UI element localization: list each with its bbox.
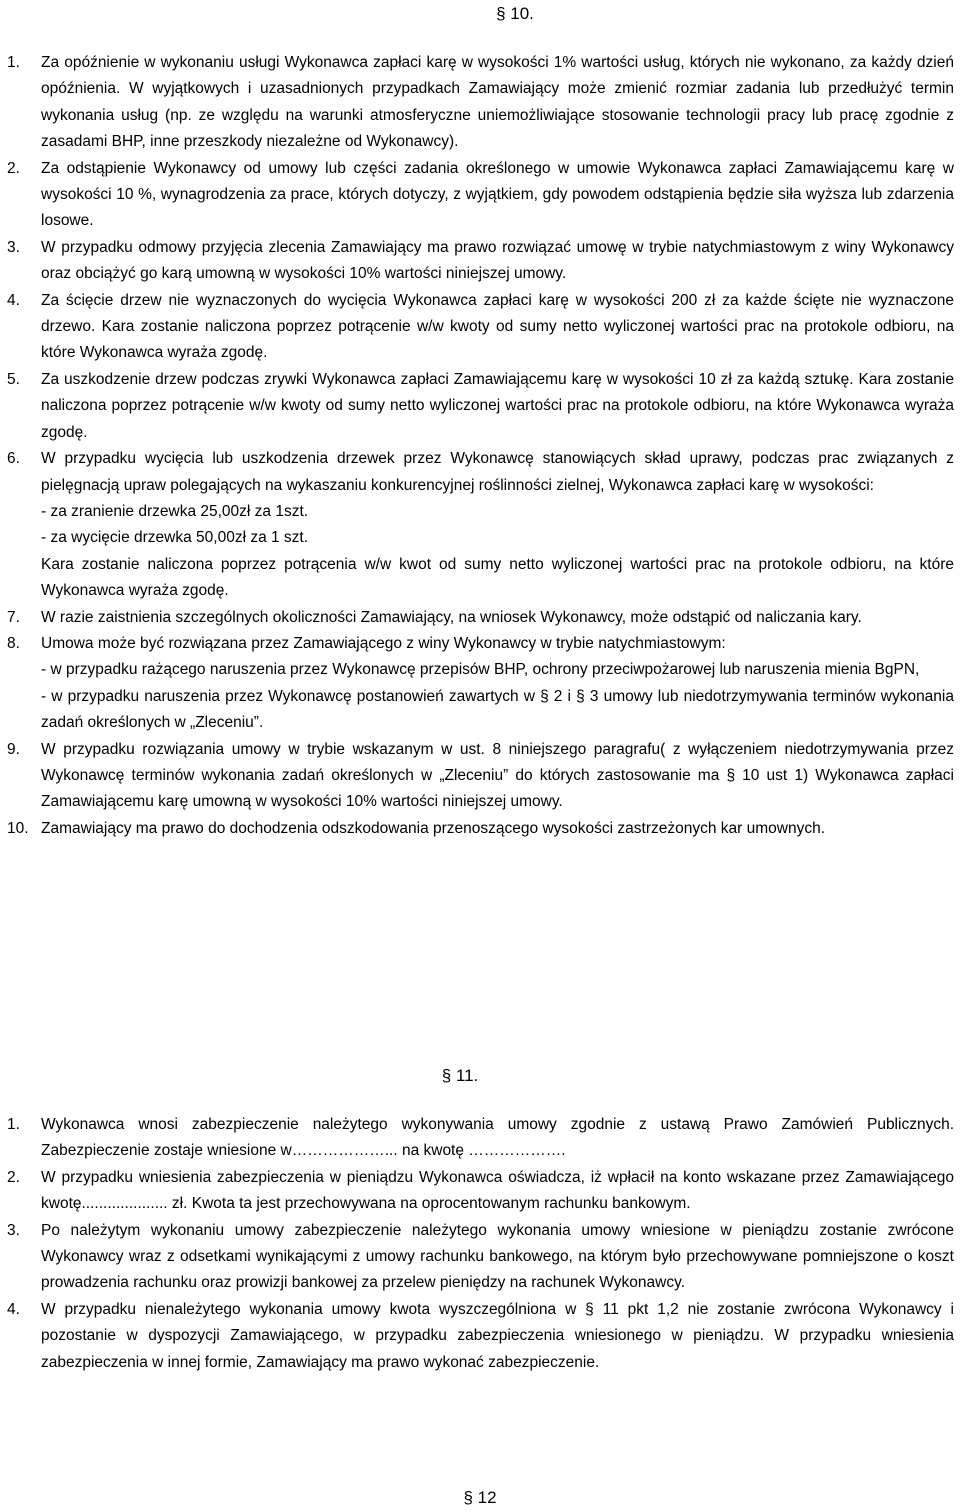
section-11-heading-text: § 11. [441,1066,479,1085]
list-item [0,737,960,816]
section-10-list [0,50,960,842]
sub-line: - za wycięcie drzewka 50,00zł za 1 szt. [41,529,309,547]
item-number: 3. [7,238,20,256]
list-item [0,1112,960,1165]
page-number: § 12 [463,1488,497,1507]
item-text: W przypadku wniesienia zabezpieczenia w pieniądzu Wykonawca oświadcza, iż wpłacił na konto wskazane przez Zamawiającego kwotę.................... zł. Kwota ta jest przechowywana na oprocentowanym rachunku bankowym. [41,1168,954,1213]
list-item [0,446,960,604]
item-number: 5. [7,370,20,388]
item-number: 2. [7,1168,20,1186]
item-text-after: Kara zostanie naliczona poprzez potrącenia w/w kwot od sumy netto wyliczonej wartości prac na protokole odbioru, na które Wykonawca wyraża zgodę. [41,555,954,600]
list-item [0,156,960,235]
list-item [0,288,960,367]
item-text: Wykonawca wnosi zabezpieczenie należytego wykonywania umowy zgodnie z ustawą Prawo Zamówień Publicznych. Zabezpieczenie zostaje wniesione w………………... na kwotę ………………. [41,1116,954,1160]
list-item [0,1165,960,1218]
item-number: 1. [7,1116,20,1133]
item-text: W przypadku wycięcia lub uszkodzenia drzewek przez Wykonawcę stanowiących skład uprawy, podczas prac związanych z pielęgnacją upraw polegających na wykaszaniu konkurencyjnej roślinności zielnej, Wykonawca zapłaci karę w wysokości: [41,450,954,494]
item-number: 6. [7,450,20,468]
item-text: Za odstąpienie Wykonawcy od umowy lub części zadania określonego w umowie Wykonawca zapłaci Zamawiającemu karę w wysokości 10 %, wynagrodzenia za prace, których dotyczy, z wyjątkiem, gdy powodem odstąpienia będzie siła wyższa lub zdarzenia losowe. [41,159,954,230]
item-number: 10. [7,819,29,837]
item-text: W razie zaistnienia szczególnych okoliczności Zamawiający, na wniosek Wykonawcy, może odstąpić od naliczania kary. [41,608,862,626]
section-11-heading [0,1066,960,1086]
item-number: 7. [7,608,20,626]
list-item [0,50,960,156]
list-item [0,235,960,288]
sub-line: - za zranienie drzewka 25,00zł za 1szt. [41,502,309,520]
sub-line: - w przypadku rażącego naruszenia przez Wykonawcę przepisów BHP, ochrony przeciwpożarowej lub naruszenia mienia BgPN, [41,661,920,679]
list-item [0,367,960,446]
item-number: 1. [7,54,20,71]
list-item [0,1218,960,1297]
section-11-list [0,1112,960,1376]
list-item [0,605,960,631]
item-text: Po należytym wykonaniu umowy zabezpieczenie należytego wykonania umowy wniesione w pieniądzu zostanie zwrócone Wykonawcy wraz z odsetkami wynikającymi z umowy rachunku bankowego, na którym było przechowywane pomniejszone o koszt prowadzenia rachunku oraz prowizji bankowej za przelew pieniędzy na rachunek Wykonawcy. [41,1221,954,1292]
item-text: W przypadku nienależytego wykonania umowy kwota wyszczególniona w § 11 pkt 1,2 nie zostanie zwrócona Wykonawcy i pozostanie w dyspozycji Zamawiającego, w przypadku zabezpieczenia wniesionego w pieniądzu. W przypadku wniesienia zabezpieczenia w innej formie, Zamawiający ma prawo wykonać zabezpieczenie. [41,1300,954,1371]
section-10-heading-text: § 10. [496,4,534,23]
item-number: 2. [7,159,20,177]
item-number: 3. [7,1221,20,1239]
item-text: Umowa może być rozwiązana przez Zamawiającego z winy Wykonawcy w trybie natychmiastowym: [41,634,726,652]
item-text: Za opóźnienie w wykonaniu usługi Wykonawca zapłaci karę w wysokości 1% wartości usług, których nie wykonano, za każdy dzień opóźnienia. W wyjątkowych i uzasadnionych przypadkach Zamawiający może zmienić rozmiar zadania lub przedłużyć termin wykonania usług (np. ze względu na warunki atmosferyczne uniemożliwiające stosowanie technologii pracy lub pracę zgodnie z zasadami BHP, inne przeszkody niezależne od Wykonawcy). [41,54,954,151]
item-number: 8. [7,634,20,652]
item-text: W przypadku rozwiązania umowy w trybie wskazanym w ust. 8 niniejszego paragrafu( z wyłączeniem niedotrzymywania przez Wykonawcę terminów wykonania zadań określonych w „Zleceniu” do których zastosowanie ma § 10 ust 1) Wykonawca zapłaci Zamawiającemu karę umowną w wysokości 10% wartości niniejszej umowy. [41,740,954,811]
item-text: Zamawiający ma prawo do dochodzenia odszkodowania przenoszącego wysokości zastrzeżonych kar umownych. [41,819,825,837]
item-text: W przypadku odmowy przyjęcia zlecenia Zamawiający ma prawo rozwiązać umowę w trybie natychmiastowym z winy Wykonawcy oraz obciążyć go karą umowną w wysokości 10% wartości niniejszej umowy. [41,238,954,283]
item-number: 9. [7,740,20,758]
item-number: 4. [7,291,20,309]
item-text: Za ścięcie drzew nie wyznaczonych do wycięcia Wykonawca zapłaci karę w wysokości 200 zł za każde ścięte nie wyznaczone drzewo. Kara zostanie naliczona poprzez potrącenie w/w kwoty od sumy netto wyliczonej wartości prac na protokole odbioru, na które Wykonawca wyraża zgodę. [41,291,954,362]
list-item [0,631,960,737]
item-number: 4. [7,1300,20,1318]
list-item [0,1297,960,1376]
item-text: Za uszkodzenie drzew podczas zrywki Wykonawca zapłaci Zamawiającemu karę w wysokości 10 zł za każdą sztukę. Kara zostanie naliczona poprzez potrącenie w/w kwoty od sumy netto wyliczonej wartości prac na protokole odbioru, na które Wykonawca wyraża zgodę. [41,370,954,441]
section-10-heading [0,4,960,24]
list-item [0,816,960,842]
sub-line: - w przypadku naruszenia przez Wykonawcę postanowień zawartych w § 2 i § 3 umowy lub niedotrzymywania terminów wykonania zadań określonych w „Zleceniu”. [41,687,954,732]
